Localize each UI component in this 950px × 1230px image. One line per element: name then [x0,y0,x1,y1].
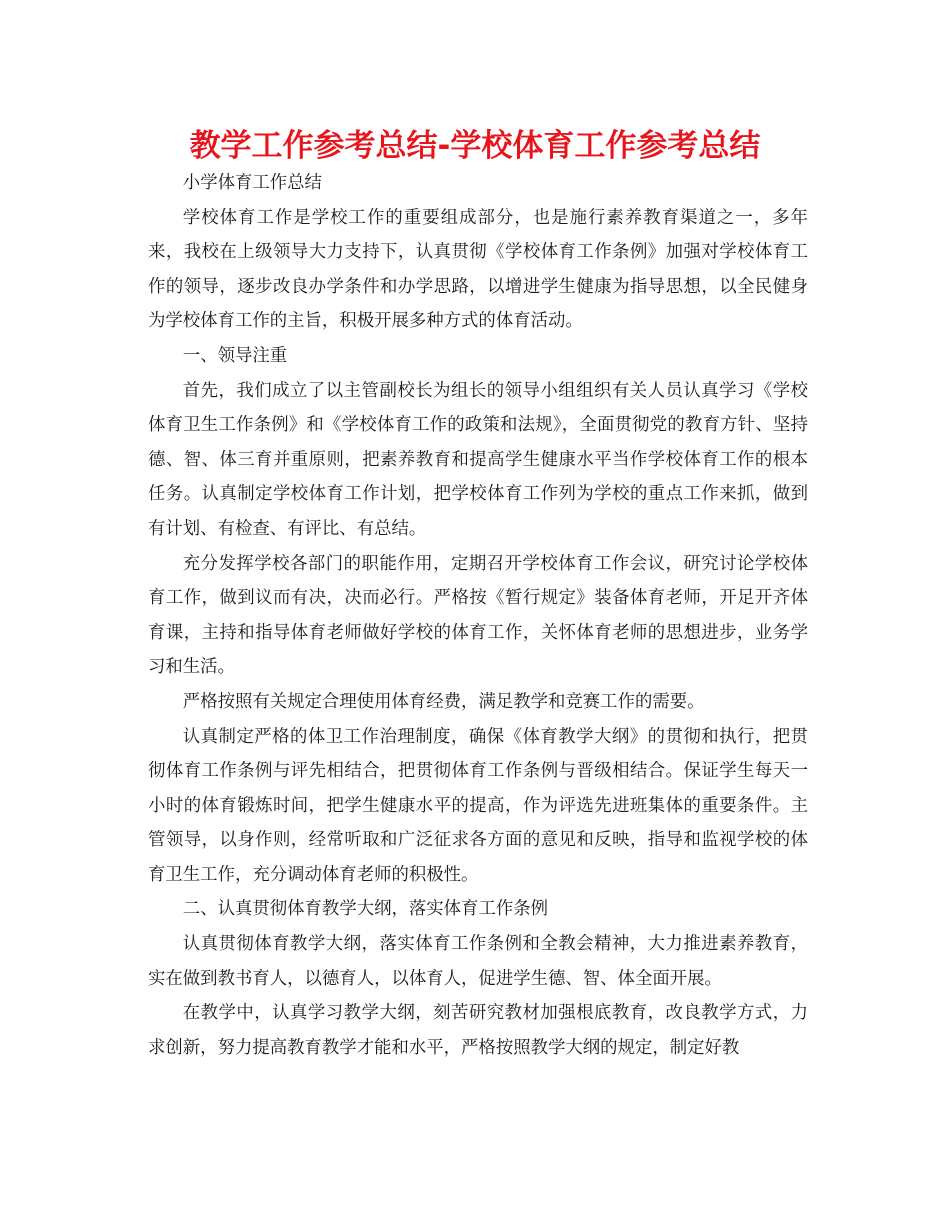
body-paragraph: 认真制定严格的体卫工作治理制度，确保《体育教学大纲》的贯彻和执行，把贯彻体育工作条例与评先相结合，把贯彻体育工作条例与晋级相结合。保证学生每天一小时的体育锻炼时间，把学生健康水平的提高，作为评选先进班集体的重要条件。主管领导，以身作则，经常听取和广泛征求各方面的意见和反映，指导和监视学校的体育卫生工作，充分调动体育老师的积极性。 [148,726,808,885]
body-paragraph: 认真贯彻体育教学大纲，落实体育工作条例和全教会精神，大力推进素养教育，实在做到教书育人，以德育人，以体育人，促进学生德、智、体全面开展。 [148,934,808,989]
document-body [148,166,808,1065]
body-paragraph: 首先，我们成立了以主管副校长为组长的领导小组组织有关人员认真学习《学校体育卫生工作条例》和《学校体育工作的政策和法规》，全面贯彻党的教育方针、坚持德、智、体三育并重原则，把素养教育和提高学生健康水平当作学校体育工作的根本任务。认真制定学校体育工作计划，把学校体育工作列为学校的重点工作来抓，做到有计划、有检查、有评比、有总结。 [148,380,808,539]
body-paragraph: 严格按照有关规定合理使用体育经费，满足教学和竞赛工作的需要。 [182,691,705,712]
body-paragraph: 在教学中，认真学习教学大纲，刻苦研究教材加强根底教育，改良教学方式，力求创新，努力提高教育教学才能和水平，严格按照教学大纲的规定，制定好教 [148,1003,808,1058]
section-subtitle: 小学体育工作总结 [182,173,322,193]
document-title: 教学工作参考总结-学校体育工作参考总结 [189,128,761,164]
section-heading: 二、认真贯彻体育教学大纲，落实体育工作条例 [182,899,549,920]
body-paragraph: 学校体育工作是学校工作的重要组成部分，也是施行素养教育渠道之一，多年来，我校在上级领导大力支持下，认真贯彻《学校体育工作条例》加强对学校体育工作的领导，逐步改良办学条件和办学思路，以增进学生健康为指导思想，以全民健身为学校体育工作的主旨，积极开展多种方式的体育活动。 [148,207,808,332]
body-paragraph: 充分发挥学校各部门的职能作用，定期召开学校体育工作会议，研究讨论学校体育工作，做到议而有决，决而必行。严格按《暂行规定》装备体育老师，开足开齐体育课，主持和指导体育老师做好学校的体育工作，关怀体育老师的思想进步，业务学习和生活。 [148,553,808,678]
section-heading: 一、领导注重 [182,345,288,366]
